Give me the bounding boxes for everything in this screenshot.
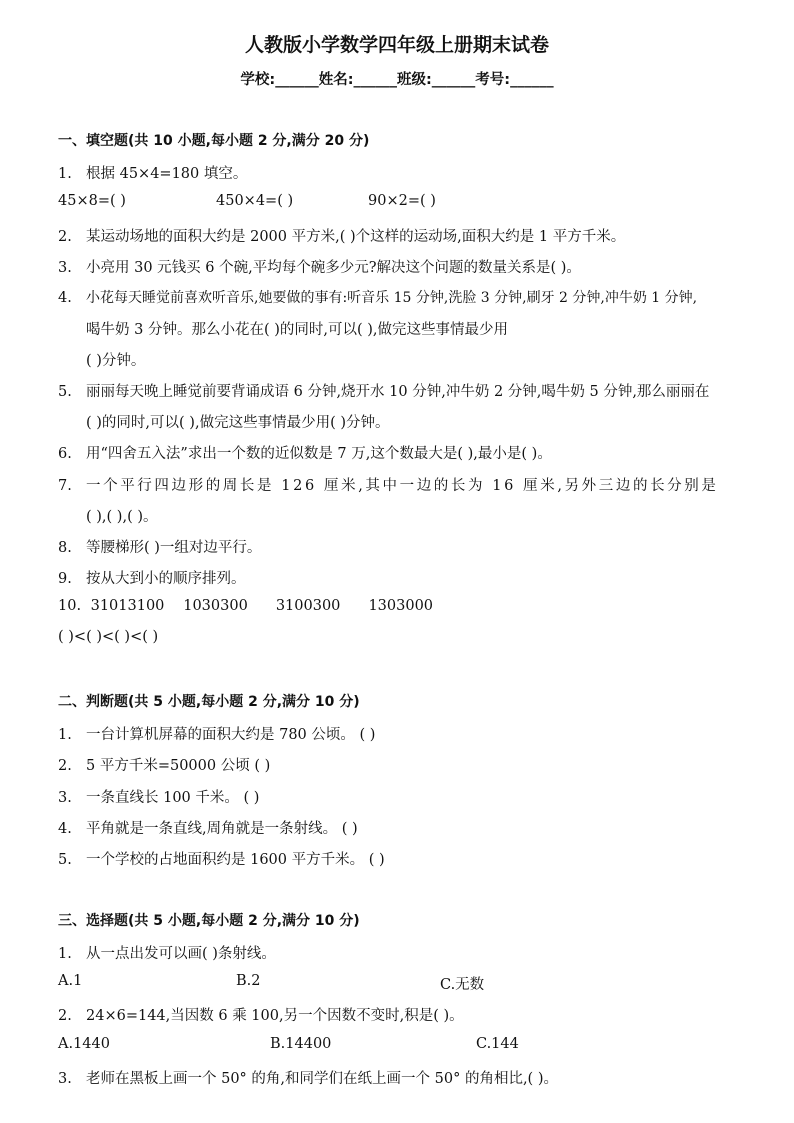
question — [58, 287, 697, 307]
question-text: 某运动场地的面积大约是 2000 平方米,( )个这样的运动场,面积大约是 1 平方千米。 — [86, 229, 626, 245]
question-text: 按从大到小的顺序排列。 — [86, 571, 246, 587]
section-fill-blank-heading: 一、填空题(共 10 小题,每小题 2 分,满分 20 分) — [58, 133, 370, 149]
number-value: 31013100 — [90, 598, 165, 614]
question-number: 4. — [58, 821, 72, 837]
question — [58, 536, 261, 557]
question-text: 小亮用 30 元钱买 6 个碗,平均每个碗多少元?解决这个问题的数量关系是( )。 — [86, 260, 581, 276]
question-text: 用“四舍五入法”求出一个数的近似数是 7 万,这个数最大是( ),最小是( )。 — [86, 446, 552, 462]
sub-question: 450×4=( ) — [216, 193, 294, 209]
question-text: 根据 45×4=180 填空。 — [86, 166, 248, 182]
question — [58, 786, 259, 807]
exam-title: 人教版小学数学四年级上册期末试卷 — [244, 34, 549, 56]
question — [58, 225, 625, 246]
question — [58, 162, 247, 183]
question-continuation: ( )的同时,可以( ),做完这些事情最少用( )分钟。 — [86, 415, 390, 431]
question-number: 1. — [58, 727, 72, 743]
question-text: 24×6=144,当因数 6 乘 100,另一个因数不变时,积是( )。 — [86, 1008, 464, 1024]
question — [58, 848, 385, 869]
section-true-false-heading: 二、判断题(共 5 小题,每小题 2 分,满分 10 分) — [58, 694, 360, 710]
question — [58, 442, 552, 463]
question — [58, 567, 246, 588]
question — [58, 598, 433, 614]
question-text: 一个平行四边形的周长是 126 厘米,其中一边的长为 16 厘米,另外三边的长分别是 — [86, 478, 719, 494]
question-text: 一台计算机屏幕的面积大约是 780 公顷。 ( ) — [86, 727, 376, 743]
question-number: 1. — [58, 166, 72, 182]
ordering-blanks: ( )<( )<( )<( ) — [58, 629, 159, 645]
question-number: 2. — [58, 758, 72, 774]
number-value: 1030300 — [183, 598, 248, 614]
question-text: 等腰梯形( )一组对边平行。 — [86, 540, 262, 556]
question-number: 2. — [58, 1008, 72, 1024]
choice-option: C.无数 — [440, 977, 485, 993]
question-number: 6. — [58, 446, 72, 462]
question-number: 1. — [58, 946, 72, 962]
question — [58, 723, 375, 744]
question-number: 10. — [58, 598, 82, 614]
question-continuation: ( ),( ),( )。 — [86, 509, 158, 525]
student-info-line: 学校:______姓名:______班级:______考号:______ — [240, 72, 554, 88]
question-text: 平角就是一条直线,周角就是一条射线。 ( ) — [86, 821, 358, 837]
question-number: 5. — [58, 384, 72, 400]
question-number: 5. — [58, 852, 72, 868]
number-value: 3100300 — [275, 598, 341, 614]
question-number: 9. — [58, 571, 72, 587]
question-text: 小花每天睡觉前喜欢听音乐,她要做的事有:听音乐 15 分钟,洗脸 3 分钟,刷牙 2 分钟,冲牛奶 1 分钟, — [86, 290, 698, 306]
choice-option: A.1440 — [58, 1036, 110, 1052]
question — [58, 380, 709, 401]
question — [58, 754, 270, 775]
question — [58, 1004, 464, 1025]
question-text: 一个学校的占地面积约是 1600 平方千米。 ( ) — [86, 852, 385, 868]
sub-question: 90×2=( ) — [368, 193, 436, 209]
question-number: 3. — [58, 260, 72, 276]
question-number: 8. — [58, 540, 72, 556]
choice-option: C.144 — [476, 1036, 519, 1052]
choice-option: B.2 — [236, 973, 261, 989]
question — [58, 256, 581, 277]
question-number: 4. — [58, 290, 72, 306]
question — [58, 942, 276, 963]
section-multiple-choice-heading: 三、选择题(共 5 小题,每小题 2 分,满分 10 分) — [58, 913, 360, 929]
question — [58, 474, 718, 495]
question-number: 2. — [58, 229, 72, 245]
sub-question: 45×8=( ) — [58, 193, 126, 209]
question-number: 3. — [58, 790, 72, 806]
question-text: 从一点出发可以画( )条射线。 — [86, 946, 276, 962]
choice-option: B.14400 — [270, 1036, 332, 1052]
question — [58, 1067, 558, 1088]
question-number: 3. — [58, 1071, 72, 1087]
question-number: 7. — [58, 478, 72, 494]
question-text: 5 平方千米=50000 公顷 ( ) — [86, 758, 271, 774]
question-continuation: 喝牛奶 3 分钟。那么小花在( )的同时,可以( ),做完这些事情最少用 — [86, 322, 509, 338]
number-value: 1303000 — [368, 598, 434, 614]
choice-option: A.1 — [58, 973, 83, 989]
question — [58, 817, 358, 838]
question-continuation: ( )分钟。 — [86, 353, 146, 369]
question-text: 老师在黑板上画一个 50° 的角,和同学们在纸上画一个 50° 的角相比,( )。 — [86, 1071, 558, 1087]
question-text: 一条直线长 100 千米。 ( ) — [86, 790, 260, 806]
question-text: 丽丽每天晚上睡觉前要背诵成语 6 分钟,烧开水 10 分钟,冲牛奶 2 分钟,喝牛奶 5 分钟,那么丽丽在 — [86, 384, 710, 400]
